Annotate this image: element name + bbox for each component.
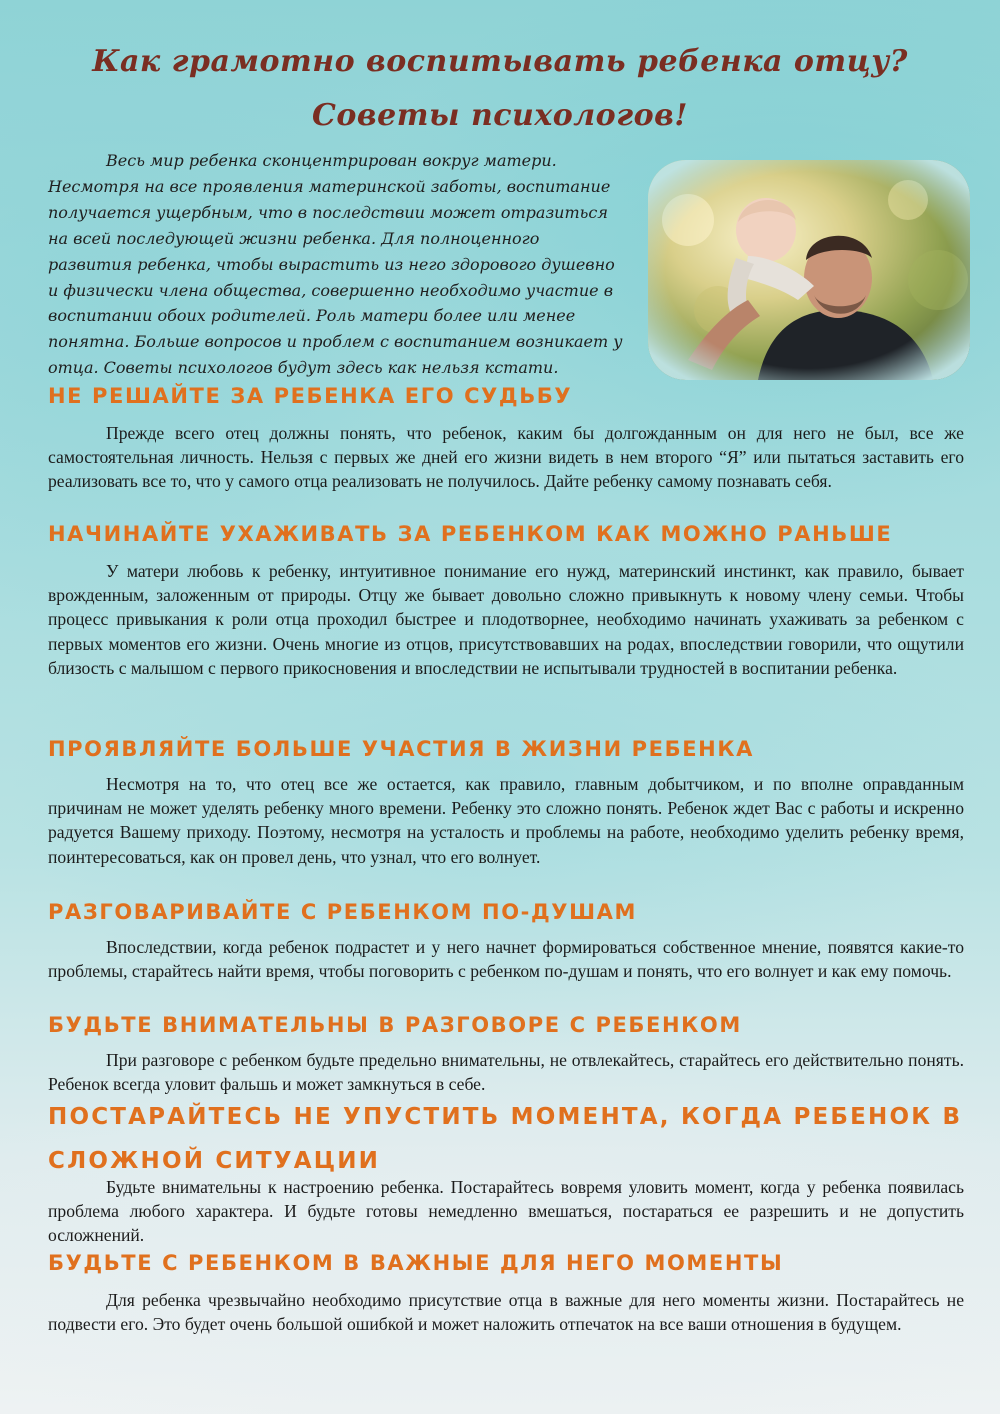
intro-paragraph [48, 148, 623, 381]
section-text: Прежде всего отец должны понять, что ребенок, каким бы долгожданным он для него не был, все же самостоятельная личность. Нельзя с первых же дней его жизни видеть в нем второго “Я” или пытаться заставить его реализовать все то, что у самого отца реализовать не получилось. Дайте ребенку самому познавать себя. [48, 423, 964, 492]
section-heading: ПОСТАРАЙТЕСЬ НЕ УПУСТИТЬ МОМЕНТА, КОГДА РЕБЕНОК В СЛОЖНОЙ СИТУАЦИИ [48, 1104, 963, 1174]
father-with-baby-photo [648, 160, 970, 380]
section-heading: РАЗГОВАРИВАЙТЕ С РЕБЕНКОМ ПО-ДУШАМ [48, 900, 637, 924]
section-heading: НАЧИНАЙТЕ УХАЖИВАТЬ ЗА РЕБЕНКОМ КАК МОЖНО РАНЬШЕ [48, 522, 893, 546]
section-text: Несмотря на то, что отец все же остается, как правило, главным добытчиком, и по вполне оправданным причинам не может уделять ребенку много времени. Ребенку это сложно понять. Ребенок ждет Вас с работы и искренно радуется Вашему приходу. Поэтому, несмотря на усталость и проблемы на работе, необходимо уделить ребенку время, поинтересоваться, как он провел день, что узнал, что его волнует. [48, 774, 964, 867]
section-text: Для ребенка чрезвычайно необходимо присутствие отца в важные для него моменты жизни. Постарайтесь не подвести его. Это будет очень большой ошибкой и может наложить отпечаток на все ваши отношения в будущем. [48, 1290, 964, 1335]
section-heading: НЕ РЕШАЙТЕ ЗА РЕБЕНКА ЕГО СУДЬБУ [48, 384, 573, 408]
section-text: Впоследствии, когда ребенок подрастет и у него начнет формироваться собственное мнение, появятся какие-то проблемы, старайтесь найти время, чтобы поговорить с ребенком по-душам и понять, что его волнует и как ему помочь. [48, 937, 964, 982]
section-text: При разговоре с ребенком будьте предельно внимательны, не отвлекайтесь, старайтесь его действительно понять. Ребенок всегда уловит фальшь и может замкнуться в себе. [48, 1050, 964, 1095]
section-text: У матери любовь к ребенку, интуитивное понимание его нужд, материнский инстинкт, как правило, бывает врожденным, заложенным от природы. Отцу же бывает довольно сложно привыкнуть к новому члену семьи. Чтобы процесс привыкания к роли отца проходил быстрее и плодотворнее, необходимо начинать ухаживать за ребенком с первых моментов его жизни. Очень многие из отцов, присутствовавших на родах, впоследствии говорили, что ощутили близость с малышом с первого прикосновения и впоследствии не испытывали трудностей в воспитании ребенка. [48, 561, 964, 678]
section-heading: БУДЬТЕ ВНИМАТЕЛЬНЫ В РАЗГОВОРЕ С РЕБЕНКОМ [48, 1013, 742, 1037]
section-heading: БУДЬТЕ С РЕБЕНКОМ В ВАЖНЫЕ ДЛЯ НЕГО МОМЕНТЫ [48, 1251, 784, 1275]
page-title: Как грамотно воспитывать ребенка отцу? [92, 44, 908, 79]
section-text: Будьте внимательны к настроению ребенка. Постарайтесь вовремя уловить момент, когда у ребенка появилась проблема любого характера. И будьте готовы немедленно вмешаться, постараться ее разрешить и не допустить осложнений. [48, 1177, 964, 1246]
section-heading: ПРОЯВЛЯЙТЕ БОЛЬШЕ УЧАСТИЯ В ЖИЗНИ РЕБЕНКА [48, 737, 754, 761]
page-subtitle: Советы психологов! [312, 98, 688, 133]
intro-text: Весь мир ребенка сконцентрирован вокруг матери. Несмотря на все проявления материнской заботы, воспитание получается ущербным, что в последствии может отразиться на всей последующей жизни ребенка. Для полноценного развития ребенка, чтобы вырастить из него здорового душевно и физически члена общества, совершенно необходимо участие в воспитании обоих родителей. Роль матери более или менее понятна. Больше вопросов и проблем с воспитанием возникает у отца. Советы психологов будут здесь как нельзя кстати. [48, 151, 623, 378]
